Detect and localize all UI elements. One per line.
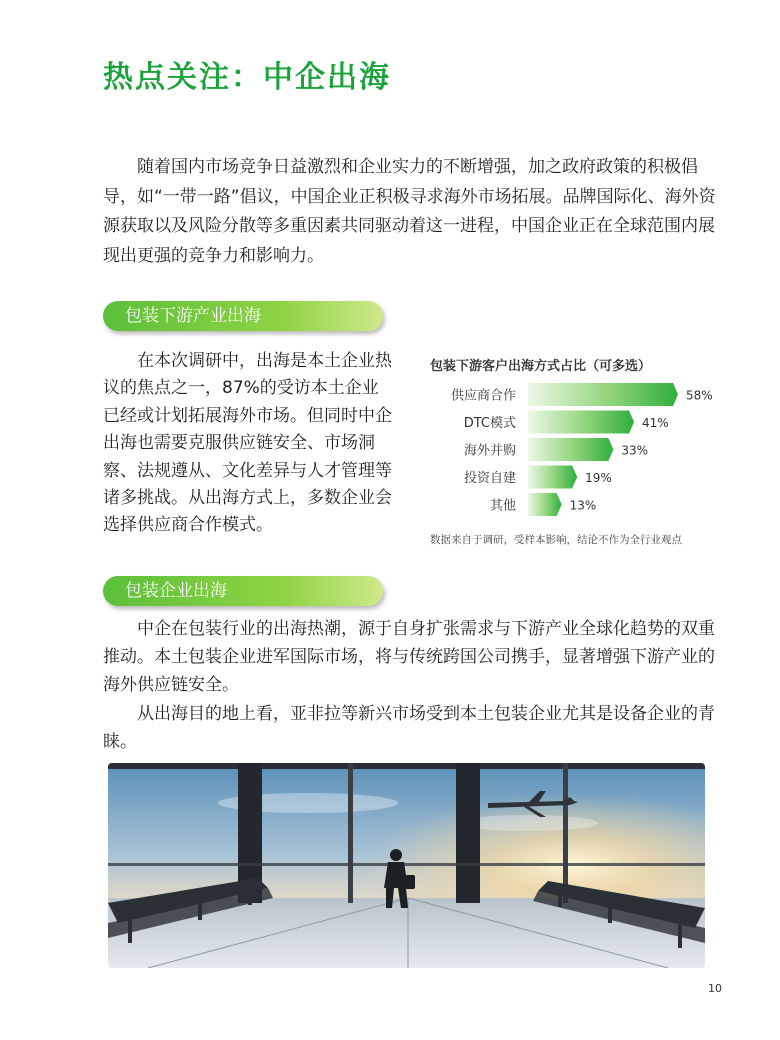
chart-svg (428, 350, 728, 550)
packaging-paragraph-1: 中企在包装行业的出海热潮，源于自身扩张需求与下游产业全球化趋势的双重推动。本土包装企业进军国际市场，将与传统跨国公司携手，显著增强下游产业的海外供应链安全。 (103, 619, 715, 695)
chart-category-label: 其他 (489, 498, 516, 514)
intro-paragraph: 随着国内市场竞争日益激烈和企业实力的不断增强，加之政府政策的积极倡导，如“一带一路”倡议，中国企业正积极寻求海外市场拓展。品牌国际化、海外资源获取以及风险分散等多重因素共同驱动着这一进程，中国企业正在全球范围内展现出更强的竞争力和影响力。 (103, 157, 716, 266)
page-title: 热点关注：中企出海 (103, 60, 391, 95)
chart-value-label: 41% (642, 416, 669, 430)
chart-note: 数据来自于调研，受样本影响，结论不作为全行业观点 (430, 534, 682, 546)
page-number: 10 (708, 982, 722, 995)
section-heading-downstream: 包装下游产业出海 (103, 301, 383, 331)
chart-bar (528, 383, 678, 406)
chart-value-label: 13% (569, 498, 597, 513)
chart-category-label: 海外并购 (463, 443, 516, 459)
chart-title: 包装下游客户出海方式占比（可多选） (430, 359, 652, 374)
chart-category-label: 供应商合作 (450, 388, 516, 404)
chart-value-label: 19% (585, 471, 612, 485)
section-heading-packaging: 包装企业出海 (103, 576, 383, 606)
downstream-paragraph: 在本次调研中，出海是本土企业热议的焦点之一，87%的受访本土企业已经或计划拓展海外市场。但同时中企出海也需要克服供应链安全、市场洞察、法规遵从、文化差异与人才管理等诸多挑战。从出海方式上，多数企业会选择供应商合作模式。 (103, 351, 392, 536)
chart-bar (528, 493, 562, 516)
packaging-paragraph-2: 从出海目的地上看，亚非拉等新兴市场受到本土包装企业尤其是设备企业的青睐。 (103, 704, 715, 752)
chart-value-label: 58% (686, 388, 713, 403)
airport-terminal-photo (108, 763, 705, 968)
chart-bar (528, 466, 577, 489)
export-mode-chart (428, 350, 728, 550)
chart-value-label: 33% (621, 443, 649, 458)
airport-illustration (108, 763, 705, 968)
chart-category-label: 投资自建 (463, 471, 516, 486)
chart-bar (528, 438, 613, 461)
chart-category-label: DTC模式 (463, 416, 516, 431)
chart-bar (528, 411, 634, 434)
